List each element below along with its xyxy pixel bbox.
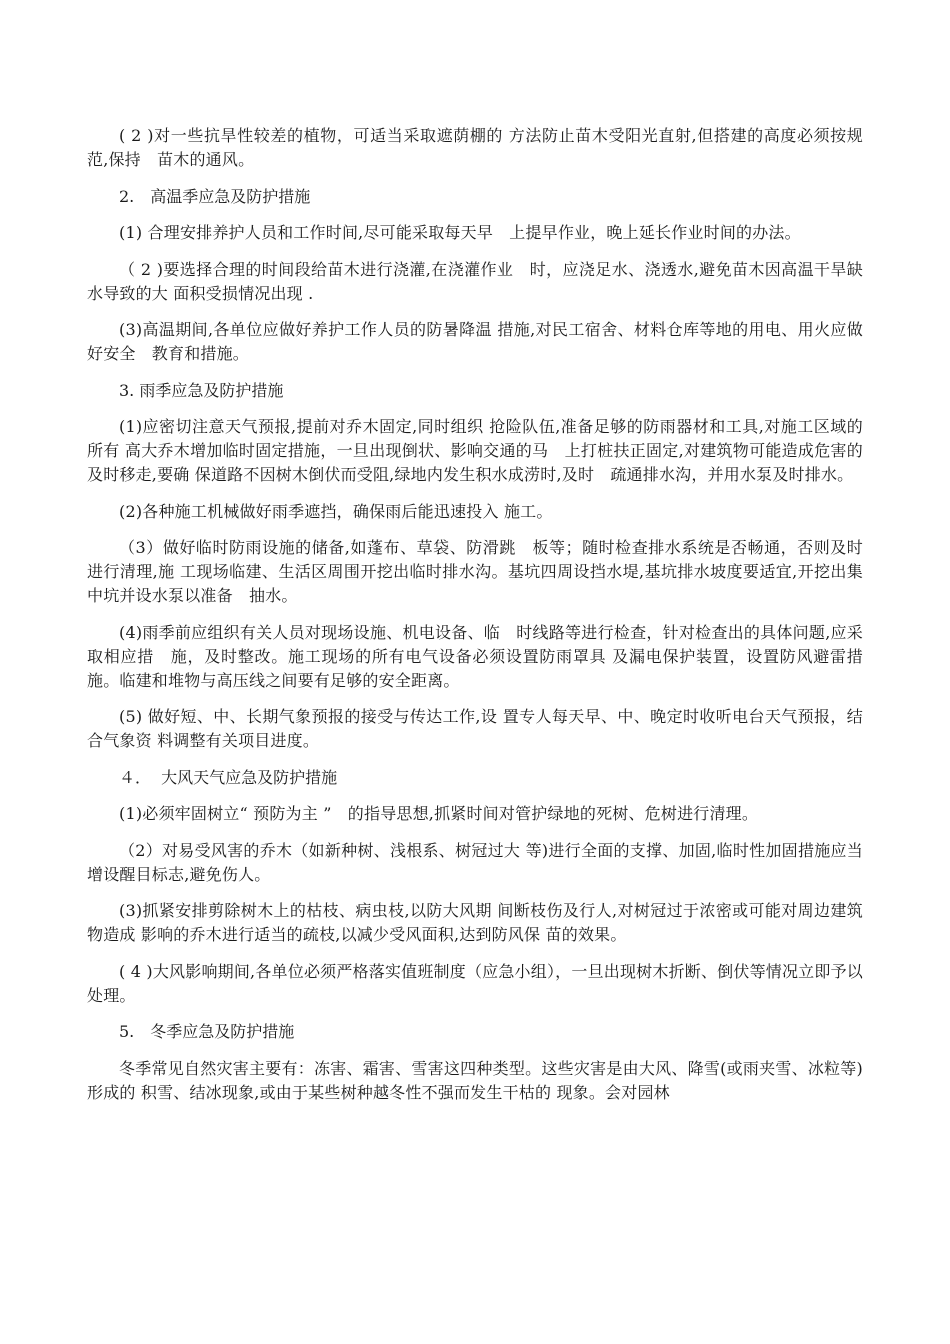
paragraph: 冬季常见自然灾害主要有：冻害、霜害、雪害这四种类型。这些灾害是由大风、降雪(或雨夹雪、冰粒等)形成的 积雪、结冰现象,或由于某些树种越冬性不强而发生干枯的 现象。会对园林 xyxy=(87,1058,863,1102)
section-heading: ４． 大风天气应急及防护措施 xyxy=(119,767,338,787)
section-heading: 5. 冬季应急及防护措施 xyxy=(119,1022,295,1041)
paragraph: （2）对易受风害的乔木（如新种树、浅根系、树冠过大 等)进行全面的支撑、加固,临时性加固措施应当增设醒目标志,避免伤人。 xyxy=(87,840,863,884)
paragraph: （3）做好临时防雨设施的储备,如蓬布、草袋、防滑跳 板等；随时检查排水系统是否畅通，否则及时进行清理,施 工现场临建、生活区周围开挖出临时排水沟。基坑四周设挡水堤,基坑排水坡度要适宜,开挖出集中坑并设水泵以准备 抽水。 xyxy=(87,538,863,605)
document-page xyxy=(87,124,863,1117)
section-heading: 3. 雨季应急及防护措施 xyxy=(119,380,284,400)
section-heading: 2. 高温季应急及防护措施 xyxy=(119,186,311,206)
paragraph: (3)抓紧安排剪除树木上的枯枝、病虫枝,以防大风期 间断枝伤及行人,对树冠过于浓密或可能对周边建筑物造成 影响的乔木进行适当的疏枝,以减少受风面积,达到防风保 苗的效果。 xyxy=(87,901,863,944)
paragraph: (3)高温期间,各单位应做好养护工作人员的防暑降温 措施,对民工宿舍、材料仓库等地的用电、用火应做好安全 教育和措施。 xyxy=(87,320,863,363)
paragraph: (1) 合理安排养护人员和工作时间,尽可能采取每天早 上提早作业，晚上延长作业时间的办法。 xyxy=(119,223,801,242)
paragraph: (4)雨季前应组织有关人员对现场设施、机电设备、临 时线路等进行检查，针对检查出的具体问题,应采取相应措 施，及时整改。施工现场的所有电气设备必须设置防雨罩具 及漏电保护装置，设置防风避雷措施。临建和堆物与高压线之间要有足够的安全距离。 xyxy=(87,622,863,690)
paragraph: ( 4 )大风影响期间,各单位必须严格落实值班制度（应急小组），一旦出现树木折断、倒伏等情况立即予以处理。 xyxy=(87,961,863,1005)
paragraph: (1)必须牢固树立“ 预防为主 ” 的指导思想,抓紧时间对管护绿地的死树、危树进行清理。 xyxy=(119,804,759,823)
paragraph: (1)应密切注意天气预报,提前对乔木固定,同时组织 抢险队伍,准备足够的防雨器材和工具,对施工区域的所有 高大乔木增加临时固定措施，一旦出现倒状、影响交通的马 上打桩扶正固定,对建筑物可能造成危害的及时移走,要确 保道路不因树木倒伏而受阻,绿地内发生积水成涝时,及时 疏通排水沟，并用水泵及时排水。 xyxy=(87,417,863,484)
paragraph: （ 2 )要选择合理的时间段给苗木进行浇灌,在浇灌作业 时，应浇足水、浇透水,避免苗木因高温干旱缺水导致的大 面积受损情况出现 . xyxy=(87,259,863,303)
paragraph: (2)各种施工机械做好雨季遮挡，确保雨后能迅速投入 施工。 xyxy=(119,501,553,521)
paragraph: ( 2 )对一些抗旱性较差的植物，可适当采取遮荫棚的 方法防止苗木受阳光直射,但搭建的高度必须按规范,保持 苗木的通风。 xyxy=(87,126,863,169)
paragraph: (5) 做好短、中、长期气象预报的接受与传达工作,设 置专人每天早、中、晚定时收听电台天气预报，结合气象资 料调整有关项目进度。 xyxy=(87,707,863,750)
